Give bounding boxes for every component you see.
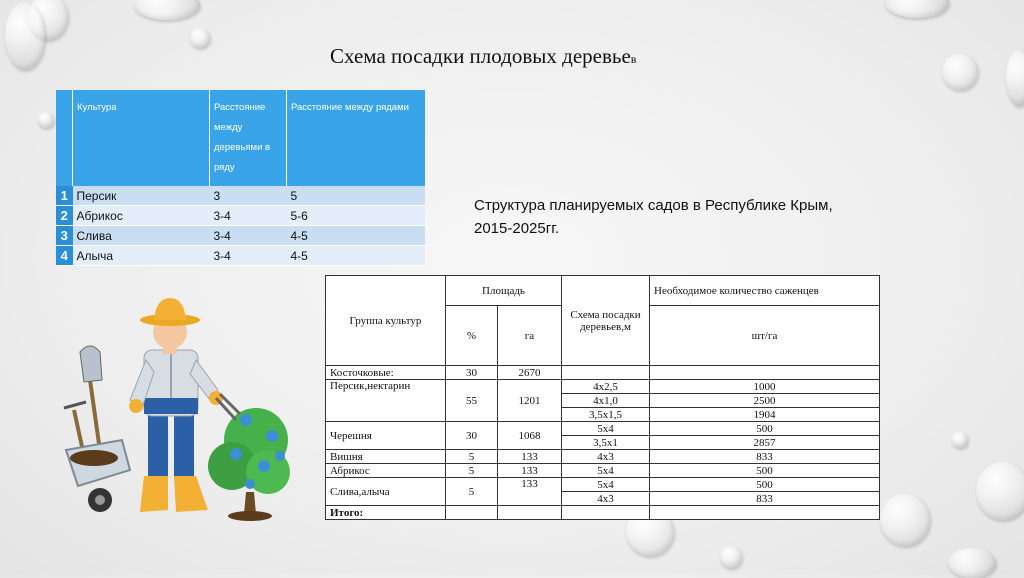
header-units: шт/га bbox=[650, 306, 880, 366]
water-drop bbox=[720, 546, 742, 568]
water-drop bbox=[134, 0, 200, 20]
water-drop bbox=[942, 54, 978, 90]
table-row: 4 Алыча 3-4 4-5 bbox=[56, 246, 425, 266]
table-row: Слива,алыча 5 133 5х4 500 bbox=[326, 478, 880, 492]
table-row: 1 Персик 3 5 bbox=[56, 186, 425, 206]
table-row: 4х3 833 bbox=[326, 492, 880, 506]
table-row: Вишня 5 133 4х3 833 bbox=[326, 450, 880, 464]
header-percent: % bbox=[446, 306, 498, 366]
orchard-structure-table bbox=[325, 275, 880, 520]
header-need: Необходимое количество саженцев bbox=[650, 276, 880, 306]
header-area: Площадь bbox=[446, 276, 562, 306]
header-hectares: га bbox=[498, 306, 562, 366]
table-row: Косточковые: 30 2670 bbox=[326, 366, 880, 380]
water-drop bbox=[880, 494, 930, 546]
header-group: Группа культур bbox=[326, 276, 446, 366]
header-culture: Культура bbox=[73, 90, 210, 186]
gardener-illustration bbox=[60, 290, 290, 530]
table-row: 4х1,0 2500 bbox=[326, 394, 880, 408]
water-drop bbox=[976, 462, 1024, 520]
table-row: Абрикос 5 133 5х4 500 bbox=[326, 464, 880, 478]
water-drop bbox=[5, 2, 45, 70]
water-drop bbox=[38, 112, 54, 128]
index-header bbox=[56, 90, 73, 186]
header-scheme: Схема посадки деревьев,м bbox=[562, 276, 650, 366]
table-row: Черешня 30 1068 5х4 500 bbox=[326, 422, 880, 436]
water-drop bbox=[190, 28, 210, 48]
header-distance-between-rows: Расстояние между рядами bbox=[287, 90, 426, 186]
water-drop bbox=[952, 432, 968, 448]
table-row: Персик,нектарин 55 1201 4х2,5 1000 bbox=[326, 380, 880, 394]
water-drop bbox=[885, 0, 949, 18]
table-row: 3 Слива 3-4 4-5 bbox=[56, 226, 425, 246]
header-distance-in-row: Расстояние между деревьями в ряду bbox=[210, 90, 287, 186]
page-title: Схема посадки плодовых деревьев bbox=[330, 44, 637, 68]
structure-caption: Структура планируемых садов в Республике Крым, 2015-2025гг. bbox=[474, 197, 833, 237]
table-row-total: Итого: bbox=[326, 506, 880, 520]
water-drop bbox=[1006, 50, 1024, 106]
table-row: 3,5х1,5 1904 bbox=[326, 408, 880, 422]
planting-scheme-table bbox=[56, 90, 425, 266]
table-row: 2 Абрикос 3-4 5-6 bbox=[56, 206, 425, 226]
table-row: 3,5х1 2857 bbox=[326, 436, 880, 450]
